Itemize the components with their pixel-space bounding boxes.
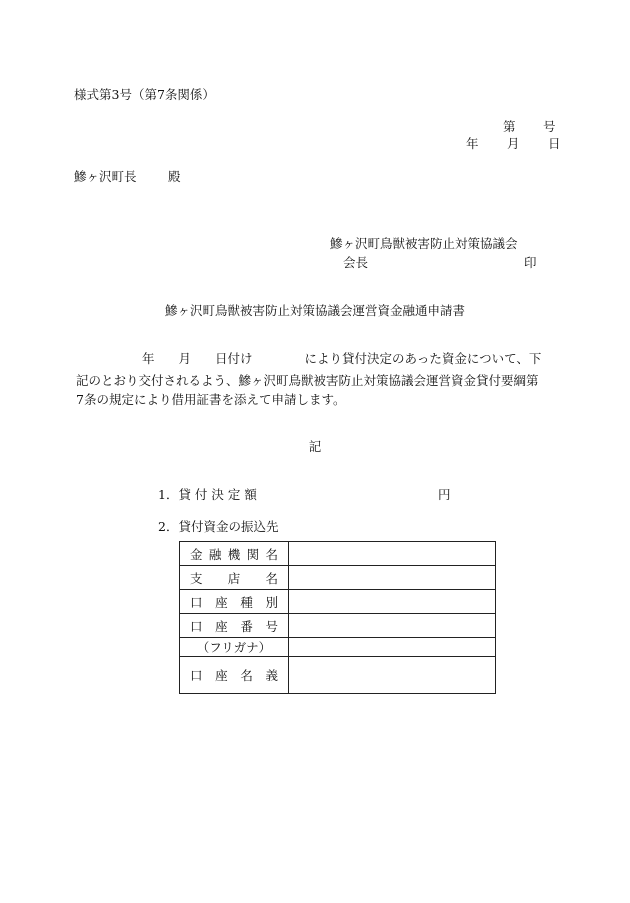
document-number (503, 121, 556, 134)
addressee-honorific: 殿 (168, 169, 181, 184)
seal-mark: 印 (524, 255, 537, 270)
loan-amount-label: 1．貸 付 決 定 額 (158, 487, 257, 502)
account-type-label: 口 座 種 別 (180, 590, 289, 614)
transfer-destination-label: 2．貸付資金の振込先 (158, 519, 279, 534)
form-number: 様式第3号（第7条関係） (74, 87, 215, 102)
account-table (179, 541, 496, 694)
applicant-organization: 鰺ヶ沢町鳥獣被害防止対策協議会 (330, 236, 518, 251)
date-month: 月 (507, 136, 520, 151)
body-line-1 (76, 353, 558, 366)
date-year: 年 (466, 136, 479, 151)
branch-name-field[interactable] (289, 566, 496, 590)
body-year: 年 (142, 351, 155, 366)
table-row (180, 590, 496, 614)
body-line1-tail: により貸付決定のあった資金について、下 (304, 351, 542, 366)
body-line-3: 7条の規定により借用証書を添えて申請します。 (76, 392, 346, 407)
addressee-mayor: 鰺ヶ沢町長 (74, 169, 137, 184)
bank-name-field[interactable] (289, 542, 496, 566)
document-date (466, 138, 561, 151)
branch-name-label: 支 店 名 (180, 566, 289, 590)
body-month: 月 (178, 351, 192, 366)
loan-amount-unit: 円 (438, 487, 451, 502)
table-row (180, 614, 496, 638)
table-row (180, 566, 496, 590)
doc-number-suffix: 号 (543, 119, 556, 134)
account-number-label: 口 座 番 号 (180, 614, 289, 638)
furigana-label: （フリガナ） (180, 638, 289, 657)
representative-title: 会長 (343, 255, 369, 270)
account-number-field[interactable] (289, 614, 496, 638)
doc-number-prefix: 第 (503, 119, 516, 134)
ki-heading: 記 (308, 439, 322, 454)
document-title: 鰺ヶ沢町鳥獣被害防止対策協議会運営資金融通申請書 (164, 303, 465, 318)
bank-name-label: 金融機関名 (180, 542, 289, 566)
table-row (180, 542, 496, 566)
date-day: 日 (548, 136, 561, 151)
table-row (180, 638, 496, 657)
loan-amount-item (158, 489, 451, 502)
account-type-field[interactable] (289, 590, 496, 614)
table-row (180, 657, 496, 694)
body-line-2: 記のとおり交付されるよう、鰺ヶ沢町鳥獣被害防止対策協議会運営資金貸付要綱第 (76, 373, 539, 388)
addressee (74, 171, 181, 184)
furigana-field[interactable] (289, 638, 496, 657)
body-date-suffix: 日付け (215, 351, 253, 366)
applicant-representative (343, 257, 537, 270)
account-holder-label: 口 座 名 義 (180, 657, 289, 694)
account-holder-field[interactable] (289, 657, 496, 694)
